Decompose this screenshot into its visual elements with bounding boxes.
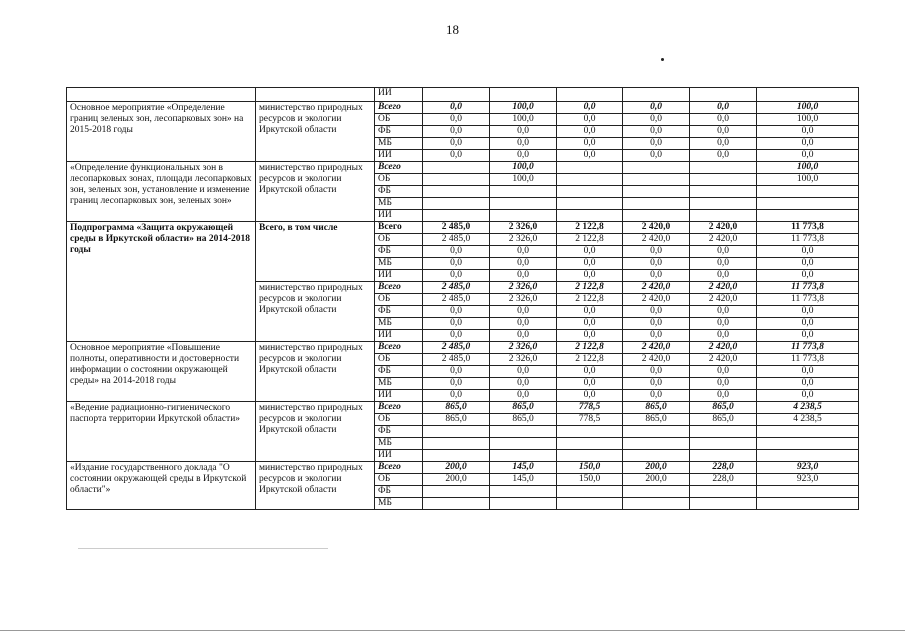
value-cell: 0,0 <box>423 137 490 149</box>
value-cell: 0,0 <box>490 389 557 401</box>
value-cell: 0,0 <box>690 365 757 377</box>
value-cell <box>557 209 623 221</box>
value-cell: 0,0 <box>490 329 557 341</box>
value-cell <box>423 425 490 437</box>
value-cell: 0,0 <box>490 245 557 257</box>
value-cell: 0,0 <box>423 377 490 389</box>
value-cell: 0,0 <box>557 305 623 317</box>
value-cell: 100,0 <box>490 113 557 125</box>
value-cell: 0,0 <box>490 137 557 149</box>
value-cell: 2 326,0 <box>490 353 557 365</box>
value-cell: 2 122,8 <box>557 221 623 233</box>
value-cell: 4 238,5 <box>757 413 859 425</box>
value-cell: 2 420,0 <box>623 281 690 293</box>
value-cell: 0,0 <box>557 257 623 269</box>
value-cell: 100,0 <box>757 173 859 185</box>
source-cell: ОБ <box>375 113 423 125</box>
value-cell: 0,0 <box>623 365 690 377</box>
value-cell <box>623 437 690 449</box>
value-cell: 865,0 <box>490 401 557 413</box>
value-cell <box>423 449 490 461</box>
value-cell: 0,0 <box>423 125 490 137</box>
source-cell: Всего <box>375 281 423 293</box>
value-cell: 0,0 <box>757 305 859 317</box>
value-cell: 0,0 <box>490 257 557 269</box>
value-cell: 0,0 <box>490 149 557 161</box>
value-cell: 0,0 <box>423 329 490 341</box>
value-cell: 778,5 <box>557 401 623 413</box>
source-cell: Всего <box>375 101 423 113</box>
value-cell <box>557 497 623 509</box>
value-cell: 2 420,0 <box>690 293 757 305</box>
program-cell: Основное мероприятие «Повышение полноты, оперативности и достоверности информации о состоянии окружающей среды» на 2014-2018 годы <box>67 341 256 401</box>
value-cell: 0,0 <box>423 113 490 125</box>
source-cell: ИИ <box>375 449 423 461</box>
value-cell <box>490 209 557 221</box>
source-cell: ФБ <box>375 305 423 317</box>
value-cell: 0,0 <box>423 365 490 377</box>
value-cell <box>557 173 623 185</box>
value-cell <box>557 437 623 449</box>
value-cell <box>757 437 859 449</box>
value-cell <box>690 425 757 437</box>
value-cell: 0,0 <box>690 257 757 269</box>
value-cell: 100,0 <box>490 161 557 173</box>
value-cell: 0,0 <box>623 269 690 281</box>
scan-artifact <box>78 548 328 549</box>
value-cell: 11 773,8 <box>757 281 859 293</box>
source-cell: ИИ <box>375 209 423 221</box>
value-cell: 0,0 <box>557 377 623 389</box>
value-cell: 778,5 <box>557 413 623 425</box>
source-cell: МБ <box>375 197 423 209</box>
value-cell <box>423 197 490 209</box>
value-cell: 11 773,8 <box>757 353 859 365</box>
source-cell: ИИ <box>375 88 423 102</box>
value-cell: 2 420,0 <box>690 341 757 353</box>
value-cell: 2 420,0 <box>623 353 690 365</box>
value-cell: 150,0 <box>557 461 623 473</box>
value-cell: 0,0 <box>757 269 859 281</box>
value-cell: 0,0 <box>757 365 859 377</box>
value-cell <box>490 197 557 209</box>
value-cell: 0,0 <box>757 125 859 137</box>
value-cell: 200,0 <box>423 473 490 485</box>
value-cell: 100,0 <box>490 101 557 113</box>
value-cell <box>623 209 690 221</box>
source-cell: ИИ <box>375 329 423 341</box>
executor-cell: министерство природных ресурсов и экологии Иркутской области <box>256 401 375 461</box>
value-cell: 0,0 <box>757 137 859 149</box>
value-cell: 0,0 <box>623 125 690 137</box>
value-cell: 0,0 <box>623 137 690 149</box>
value-cell: 0,0 <box>423 149 490 161</box>
value-cell: 200,0 <box>623 473 690 485</box>
value-cell <box>557 449 623 461</box>
value-cell: 100,0 <box>490 173 557 185</box>
value-cell: 0,0 <box>757 389 859 401</box>
value-cell: 2 420,0 <box>690 353 757 365</box>
value-cell: 2 122,8 <box>557 233 623 245</box>
value-cell <box>690 449 757 461</box>
source-cell: МБ <box>375 257 423 269</box>
program-cell <box>67 88 256 102</box>
value-cell: 100,0 <box>757 101 859 113</box>
source-cell: ИИ <box>375 389 423 401</box>
table-row <box>67 401 859 413</box>
source-cell: МБ <box>375 377 423 389</box>
value-cell <box>623 497 690 509</box>
value-cell: 0,0 <box>690 149 757 161</box>
value-cell <box>757 185 859 197</box>
value-cell <box>557 88 623 102</box>
value-cell: 0,0 <box>557 125 623 137</box>
value-cell: 0,0 <box>423 245 490 257</box>
value-cell: 0,0 <box>423 257 490 269</box>
value-cell: 0,0 <box>623 245 690 257</box>
value-cell <box>623 425 690 437</box>
value-cell <box>557 161 623 173</box>
value-cell: 150,0 <box>557 473 623 485</box>
source-cell: ОБ <box>375 353 423 365</box>
source-cell: ФБ <box>375 125 423 137</box>
program-cell: Подпрограмма «Защита окружающей среды в Иркутской области» на 2014-2018 годы <box>67 221 256 341</box>
value-cell: 2 485,0 <box>423 281 490 293</box>
value-cell: 0,0 <box>423 101 490 113</box>
value-cell: 865,0 <box>690 401 757 413</box>
table-row <box>67 88 859 102</box>
table-row <box>67 221 859 233</box>
value-cell: 0,0 <box>557 245 623 257</box>
source-cell: ОБ <box>375 173 423 185</box>
value-cell <box>423 161 490 173</box>
value-cell <box>757 485 859 497</box>
value-cell: 0,0 <box>623 101 690 113</box>
value-cell <box>690 185 757 197</box>
value-cell: 0,0 <box>557 113 623 125</box>
value-cell: 0,0 <box>423 305 490 317</box>
value-cell <box>557 425 623 437</box>
value-cell: 0,0 <box>623 377 690 389</box>
executor-cell <box>256 88 375 102</box>
value-cell <box>423 185 490 197</box>
source-cell: ФБ <box>375 185 423 197</box>
value-cell: 2 326,0 <box>490 341 557 353</box>
value-cell: 0,0 <box>623 389 690 401</box>
value-cell: 2 485,0 <box>423 293 490 305</box>
value-cell: 100,0 <box>757 161 859 173</box>
budget-table <box>66 87 859 510</box>
value-cell <box>757 425 859 437</box>
value-cell: 11 773,8 <box>757 221 859 233</box>
value-cell: 0,0 <box>690 101 757 113</box>
value-cell: 2 326,0 <box>490 293 557 305</box>
value-cell <box>490 425 557 437</box>
program-cell: «Определение функциональных зон в лесопарковых зонах, площади лесопарковых зон, зеленых зон, установление и изменение границ лесопарковых зон, зеленых зон» <box>67 161 256 221</box>
value-cell: 2 485,0 <box>423 341 490 353</box>
value-cell <box>690 209 757 221</box>
value-cell: 11 773,8 <box>757 293 859 305</box>
value-cell <box>490 497 557 509</box>
value-cell: 2 420,0 <box>623 233 690 245</box>
value-cell: 2 326,0 <box>490 233 557 245</box>
value-cell: 2 485,0 <box>423 233 490 245</box>
value-cell <box>557 185 623 197</box>
source-cell: Всего <box>375 461 423 473</box>
value-cell <box>690 497 757 509</box>
value-cell: 2 122,8 <box>557 341 623 353</box>
value-cell: 0,0 <box>690 305 757 317</box>
value-cell: 0,0 <box>690 377 757 389</box>
table-row <box>67 161 859 173</box>
value-cell <box>690 197 757 209</box>
source-cell: ФБ <box>375 485 423 497</box>
value-cell <box>423 485 490 497</box>
value-cell: 0,0 <box>557 317 623 329</box>
value-cell <box>423 497 490 509</box>
source-cell: Всего <box>375 161 423 173</box>
value-cell <box>623 197 690 209</box>
source-cell: ОБ <box>375 233 423 245</box>
source-cell: ОБ <box>375 293 423 305</box>
value-cell <box>423 88 490 102</box>
value-cell <box>557 485 623 497</box>
value-cell: 11 773,8 <box>757 341 859 353</box>
value-cell: 11 773,8 <box>757 233 859 245</box>
program-cell: Основное мероприятие «Определение границ зеленых зон, лесопарковых зон» на 2015-2018 годы <box>67 101 256 161</box>
value-cell: 0,0 <box>757 329 859 341</box>
value-cell: 0,0 <box>757 317 859 329</box>
value-cell: 0,0 <box>557 149 623 161</box>
executor-cell: министерство природных ресурсов и экологии Иркутской области <box>256 281 375 341</box>
executor-cell: министерство природных ресурсов и экологии Иркутской области <box>256 101 375 161</box>
value-cell: 145,0 <box>490 461 557 473</box>
table-row <box>67 341 859 353</box>
value-cell: 865,0 <box>623 413 690 425</box>
source-cell: ФБ <box>375 425 423 437</box>
value-cell: 145,0 <box>490 473 557 485</box>
value-cell <box>623 88 690 102</box>
value-cell: 100,0 <box>757 113 859 125</box>
value-cell: 0,0 <box>423 317 490 329</box>
table-row <box>67 461 859 473</box>
value-cell <box>623 161 690 173</box>
value-cell <box>757 197 859 209</box>
executor-cell: министерство природных ресурсов и экологии Иркутской области <box>256 461 375 509</box>
value-cell: 0,0 <box>557 101 623 113</box>
value-cell: 0,0 <box>490 365 557 377</box>
source-cell: МБ <box>375 497 423 509</box>
value-cell: 0,0 <box>690 269 757 281</box>
value-cell: 2 420,0 <box>690 233 757 245</box>
value-cell: 228,0 <box>690 473 757 485</box>
source-cell: ОБ <box>375 473 423 485</box>
source-cell: МБ <box>375 137 423 149</box>
value-cell: 0,0 <box>623 257 690 269</box>
value-cell <box>623 449 690 461</box>
value-cell <box>757 88 859 102</box>
value-cell: 2 485,0 <box>423 221 490 233</box>
value-cell: 0,0 <box>623 113 690 125</box>
value-cell: 0,0 <box>757 149 859 161</box>
executor-cell: Всего, в том числе <box>256 221 375 281</box>
value-cell <box>490 437 557 449</box>
value-cell <box>690 173 757 185</box>
source-cell: Всего <box>375 401 423 413</box>
value-cell: 200,0 <box>623 461 690 473</box>
value-cell: 0,0 <box>557 137 623 149</box>
value-cell <box>490 88 557 102</box>
value-cell: 0,0 <box>623 149 690 161</box>
executor-cell: министерство природных ресурсов и экологии Иркутской области <box>256 341 375 401</box>
scan-edge <box>0 630 905 631</box>
value-cell: 865,0 <box>423 401 490 413</box>
value-cell: 0,0 <box>690 389 757 401</box>
value-cell: 2 326,0 <box>490 281 557 293</box>
value-cell: 0,0 <box>690 113 757 125</box>
value-cell: 0,0 <box>490 377 557 389</box>
source-cell: ФБ <box>375 365 423 377</box>
source-cell: Всего <box>375 221 423 233</box>
value-cell <box>690 485 757 497</box>
value-cell <box>757 449 859 461</box>
program-cell: «Издание государственного доклада "О состоянии окружающей среды в Иркутской области"» <box>67 461 256 509</box>
value-cell: 0,0 <box>423 269 490 281</box>
value-cell: 0,0 <box>690 317 757 329</box>
value-cell: 0,0 <box>690 245 757 257</box>
value-cell: 2 420,0 <box>623 341 690 353</box>
value-cell <box>623 173 690 185</box>
table-row <box>67 101 859 113</box>
value-cell: 923,0 <box>757 461 859 473</box>
value-cell: 0,0 <box>557 365 623 377</box>
value-cell <box>690 161 757 173</box>
value-cell: 0,0 <box>557 269 623 281</box>
value-cell <box>423 173 490 185</box>
value-cell: 0,0 <box>557 389 623 401</box>
program-cell: «Ведение радиационно-гигиенического паспорта территории Иркутской области» <box>67 401 256 461</box>
source-cell: МБ <box>375 437 423 449</box>
value-cell: 0,0 <box>690 329 757 341</box>
value-cell <box>623 485 690 497</box>
value-cell: 2 420,0 <box>690 281 757 293</box>
executor-cell: министерство природных ресурсов и экологии Иркутской области <box>256 161 375 221</box>
value-cell: 2 122,8 <box>557 293 623 305</box>
scan-dot <box>661 58 664 61</box>
value-cell <box>757 497 859 509</box>
value-cell: 200,0 <box>423 461 490 473</box>
source-cell: МБ <box>375 317 423 329</box>
value-cell: 0,0 <box>623 329 690 341</box>
value-cell: 2 122,8 <box>557 281 623 293</box>
value-cell: 865,0 <box>623 401 690 413</box>
value-cell: 2 420,0 <box>623 293 690 305</box>
value-cell: 0,0 <box>490 269 557 281</box>
value-cell: 0,0 <box>423 389 490 401</box>
value-cell: 0,0 <box>490 305 557 317</box>
value-cell: 0,0 <box>490 125 557 137</box>
value-cell <box>423 209 490 221</box>
page-number: 18 <box>446 22 459 37</box>
value-cell: 0,0 <box>690 125 757 137</box>
value-cell: 2 420,0 <box>623 221 690 233</box>
value-cell: 0,0 <box>490 317 557 329</box>
value-cell: 0,0 <box>557 329 623 341</box>
source-cell: ИИ <box>375 149 423 161</box>
value-cell: 0,0 <box>757 245 859 257</box>
value-cell: 865,0 <box>490 413 557 425</box>
value-cell <box>490 485 557 497</box>
value-cell: 0,0 <box>623 317 690 329</box>
source-cell: ИИ <box>375 269 423 281</box>
value-cell: 2 485,0 <box>423 353 490 365</box>
value-cell <box>690 88 757 102</box>
value-cell <box>557 197 623 209</box>
value-cell <box>490 185 557 197</box>
value-cell <box>623 185 690 197</box>
value-cell: 0,0 <box>623 305 690 317</box>
source-cell: ОБ <box>375 413 423 425</box>
value-cell: 2 122,8 <box>557 353 623 365</box>
value-cell <box>423 437 490 449</box>
value-cell: 865,0 <box>423 413 490 425</box>
source-cell: Всего <box>375 341 423 353</box>
value-cell: 2 326,0 <box>490 221 557 233</box>
source-cell: ФБ <box>375 245 423 257</box>
value-cell: 2 420,0 <box>690 221 757 233</box>
value-cell: 0,0 <box>757 377 859 389</box>
value-cell: 923,0 <box>757 473 859 485</box>
value-cell: 865,0 <box>690 413 757 425</box>
value-cell <box>690 437 757 449</box>
value-cell <box>490 449 557 461</box>
value-cell: 4 238,5 <box>757 401 859 413</box>
value-cell: 0,0 <box>757 257 859 269</box>
value-cell: 228,0 <box>690 461 757 473</box>
value-cell <box>757 209 859 221</box>
value-cell: 0,0 <box>690 137 757 149</box>
